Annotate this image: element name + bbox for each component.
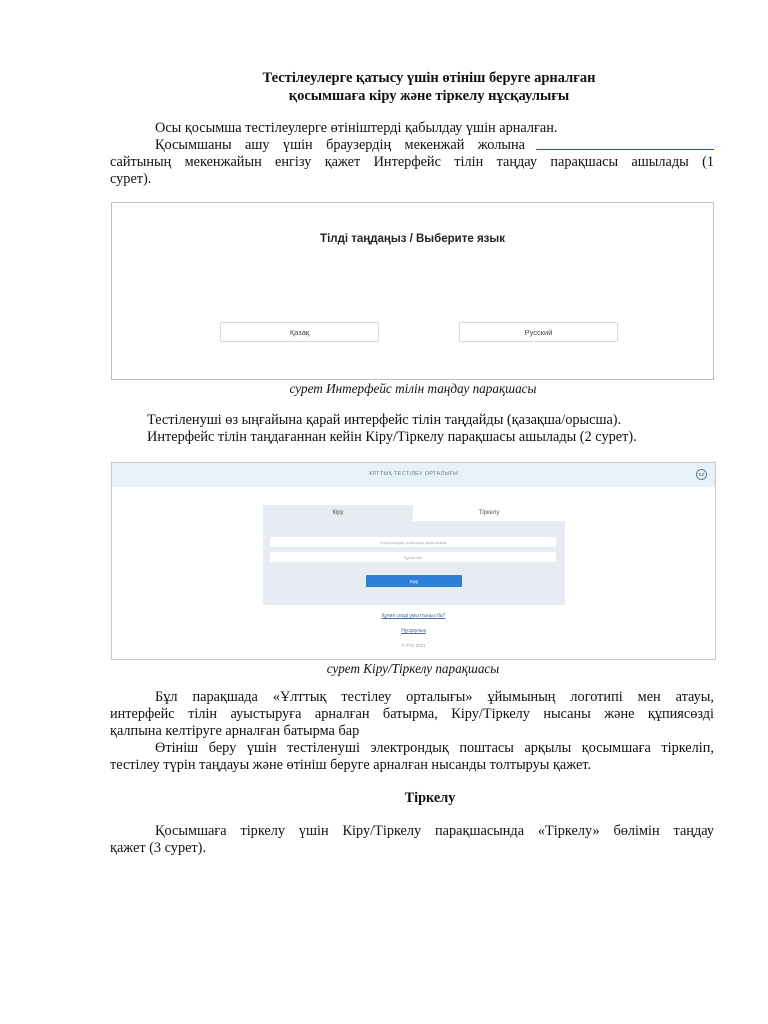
copyright-text: © ҰТО 2021 bbox=[401, 643, 426, 648]
language-selection-screenshot bbox=[111, 202, 714, 380]
section-paragraph-line-2: қажет (3 сурет). bbox=[110, 840, 207, 856]
figure-2-caption: сурет Кіру/Тіркелу парақшасы bbox=[326, 661, 500, 676]
description-paragraph-2-line-2: тестілеу түрін таңдауы және өтініш беруге арналған нысанды толтыруы қажет. bbox=[110, 757, 592, 773]
description-paragraph-1-line-1: Бұл парақшада «Ұлттық тестілеу орталығы» ұйымының логотипі мен атауы, bbox=[155, 689, 714, 705]
app-header-title: ҰЛТТЫҚ ТЕСТІЛЕУ ОРТАЛЫҒЫ bbox=[368, 471, 459, 477]
login-submit-button[interactable]: Кіру bbox=[366, 575, 462, 587]
app-header bbox=[112, 463, 715, 487]
middle-paragraph-1: Тестіленуші өз ыңғайына қарай интерфейс тілін таңдайды (қазақша/орысша). bbox=[147, 412, 622, 428]
russian-language-button[interactable]: Русский bbox=[459, 322, 618, 342]
password-field[interactable]: Құпия сөз bbox=[270, 552, 556, 562]
intro-paragraph-2-line-1: Қосымшаны ашу үшін браузердің мекенжай жолына bbox=[155, 137, 525, 153]
tab-login[interactable]: Кіру bbox=[263, 505, 413, 521]
email-field[interactable]: Электрондық поштаның мекенжайы bbox=[270, 537, 556, 547]
document-title-line-2: қосымшаға кіру және тіркелу нұсқаулығы bbox=[288, 88, 570, 104]
kazakh-language-button[interactable]: Қазақ bbox=[220, 322, 379, 342]
figure-1-caption: сурет Интерфейс тілін таңдау парақшасы bbox=[289, 381, 537, 396]
description-paragraph-1-line-3: қалпына келтіруге арналған батырма бар bbox=[110, 723, 360, 739]
help-link[interactable]: Нұсқаулық bbox=[401, 628, 426, 634]
description-paragraph-1-line-2: интерфейс тілін ауыстыруға арналған батырма, Кіру/Тіркелу нысаны және құпиясөзді bbox=[110, 706, 714, 722]
forgot-password-link[interactable]: Құпия сөзді ұмыттыңыз ба? bbox=[381, 613, 446, 619]
intro-paragraph-1: Осы қосымша тестілеулерге өтініштерді қабылдау үшін арналған. bbox=[155, 120, 558, 136]
login-panel bbox=[263, 505, 565, 605]
middle-paragraph-2: Интерфейс тілін таңдағаннан кейін Кіру/Тіркелу парақшасы ашылады (2 сурет). bbox=[147, 429, 637, 445]
intro-paragraph-2-line-3: сурет). bbox=[110, 171, 152, 187]
language-switch-label: KZ bbox=[698, 472, 705, 477]
document-title-line-1: Тестілеулерге қатысу үшін өтініш беруге арналған bbox=[262, 70, 596, 86]
section-paragraph-line-1: Қосымшаға тіркелу үшін Кіру/Тіркелу парақшасында «Тіркелу» бөлімін таңдау bbox=[155, 823, 714, 839]
address-link-placeholder[interactable] bbox=[536, 149, 714, 150]
intro-paragraph-2-line-2: сайтының мекенжайын енгізу қажет Интерфейс тілін таңдау парақшасы ашылады (1 bbox=[110, 154, 714, 170]
description-paragraph-2-line-1: Өтініш беру үшін тестіленуші электрондық поштасы арқылы қосымшаға тіркеліп, bbox=[155, 740, 714, 756]
tab-register[interactable]: Тіркелу bbox=[413, 505, 565, 521]
language-switch-button[interactable] bbox=[696, 469, 707, 480]
section-title-registration: Тіркелу bbox=[404, 790, 456, 806]
language-selection-title: Тілді таңдаңыз / Выберите язык bbox=[320, 233, 505, 245]
login-register-screenshot bbox=[111, 462, 716, 660]
